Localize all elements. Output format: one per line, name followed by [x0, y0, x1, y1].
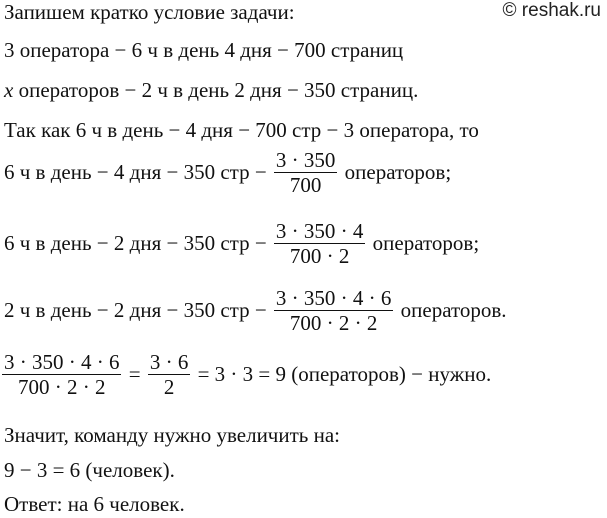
step-1 [4, 148, 451, 197]
step-2 [4, 219, 479, 268]
answer: Ответ: на 6 человек. [4, 492, 185, 516]
step-2-suffix: операторов; [372, 231, 480, 255]
fraction-numerator: 3 · 350 · 4 · 6 [275, 286, 392, 310]
fraction-denominator: 2 [163, 375, 175, 399]
reasoning-intro: Так как 6 ч в день − 4 дня − 700 стр − 3 оператора, то [4, 118, 479, 142]
condition-line-2 [4, 78, 418, 102]
step-3-prefix: 2 ч в день − 2 дня − 350 стр − [4, 298, 267, 322]
step-1-fraction [274, 148, 338, 197]
fraction-numerator: 3 · 350 [275, 148, 336, 172]
calc-result: = 3 · 3 = 9 (операторов) − нужно. [197, 362, 492, 386]
calc-fraction-2 [148, 350, 191, 399]
condition-line-1: 3 оператора − 6 ч в день 4 дня − 700 страниц [4, 38, 404, 62]
step-1-suffix: операторов; [344, 160, 452, 184]
heading: Запишем кратко условие задачи: [4, 0, 295, 24]
fraction-numerator: 3 · 350 · 4 · 6 [4, 350, 120, 374]
step-3-fraction [274, 286, 393, 335]
step-2-prefix: 6 ч в день − 2 дня − 350 стр − [4, 231, 267, 255]
fraction-denominator: 700 · 2 · 2 [17, 375, 106, 399]
fraction-numerator: 3 · 6 [149, 350, 189, 374]
step-3-suffix: операторов. [400, 298, 507, 322]
calc-fraction-1 [2, 350, 121, 399]
equals-sign: = [128, 362, 141, 386]
fraction-denominator: 700 · 2 [289, 244, 350, 268]
fraction-numerator: 3 · 350 · 4 [275, 219, 364, 243]
condition-line-2-text: операторов − 2 ч в день 2 дня − 350 страниц. [13, 78, 419, 102]
step-3 [4, 286, 507, 335]
conclusion: Значит, команду нужно увеличить на: [4, 423, 340, 447]
step-1-prefix: 6 ч в день − 4 дня − 350 стр − [4, 160, 267, 184]
step-2-fraction [274, 219, 366, 268]
difference: 9 − 3 = 6 (человек). [4, 458, 175, 482]
fraction-denominator: 700 · 2 · 2 [289, 311, 378, 335]
calculation [0, 350, 491, 399]
variable-x: x [4, 78, 14, 102]
watermark: © reshak.ru [502, 0, 601, 21]
fraction-denominator: 700 [289, 173, 322, 197]
